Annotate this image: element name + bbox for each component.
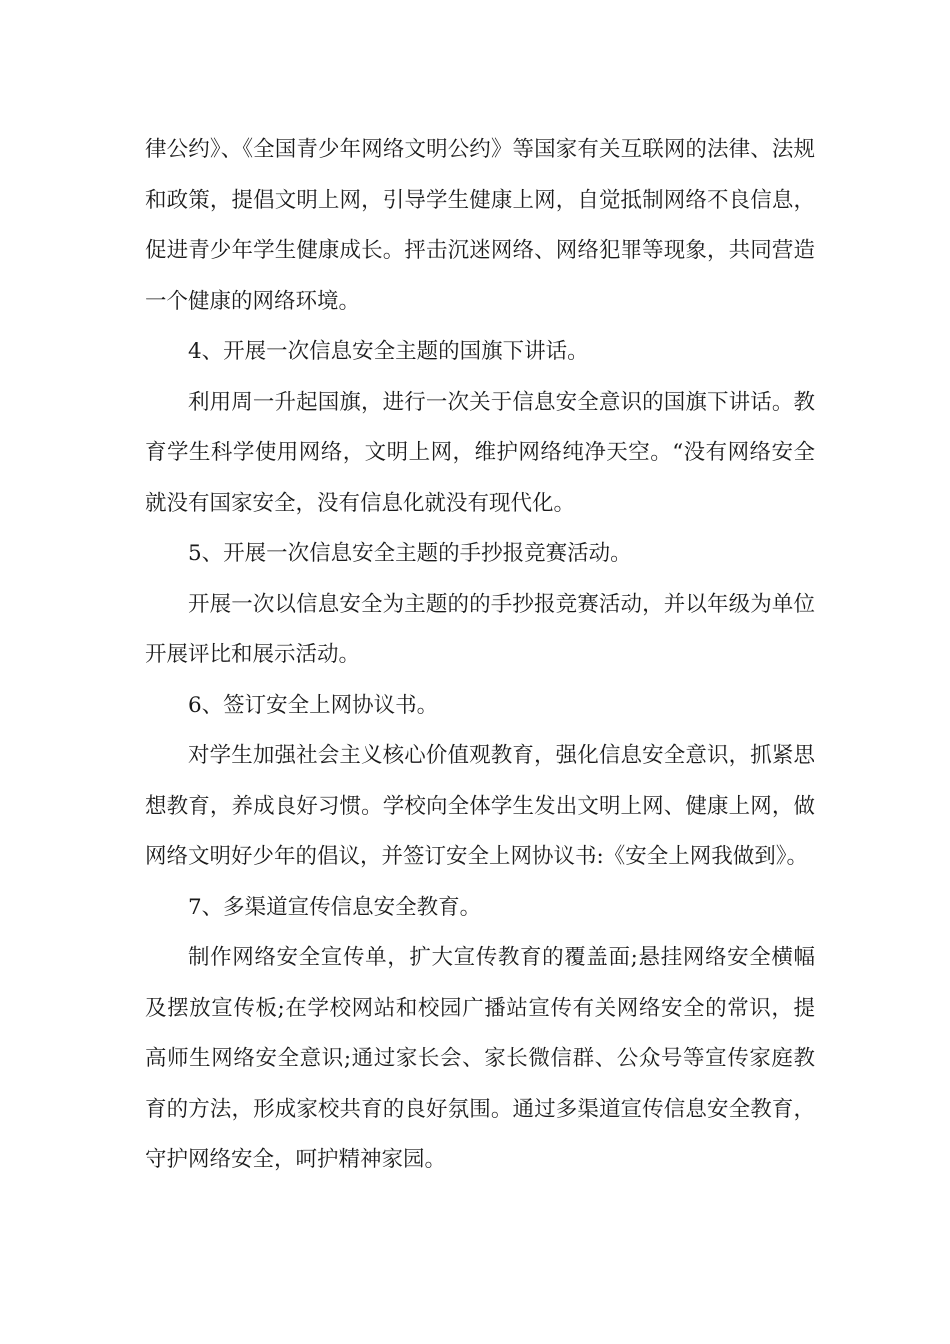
document-body [145, 125, 815, 1186]
heading-item-4: 4、开展一次信息安全主题的国旗下讲话。 [188, 339, 589, 364]
paragraph-item-6: 对学生加强社会主义核心价值观教育，强化信息安全意识，抓紧思想教育，养成良好习惯。学校向全体学生发出文明上网、健康上网，做网络文明好少年的倡议，并签订安全上网协议书:《安全上网我做到》。 [145, 743, 815, 869]
heading-item-6: 6、签订安全上网协议书。 [188, 692, 439, 718]
paragraph-continuation: 律公约》、《全国青少年网络文明公约》等国家有关互联网的法律、法规和政策，提倡文明上网，引导学生健康上网，自觉抵制网络不良信息，促进青少年学生健康成长。抨击沉迷网络、网络犯罪等现象，共同营造一个健康的网络环境。 [145, 137, 815, 314]
heading-item-5: 5、开展一次信息安全主题的手抄报竞赛活动。 [188, 541, 632, 566]
paragraph-item-4: 利用周一升起国旗，进行一次关于信息安全意识的国旗下讲话。教育学生科学使用网络，文明上网，维护网络纯净天空。“没有网络安全就没有国家安全，没有信息化就没有现代化。 [145, 389, 815, 516]
paragraph-item-5: 开展一次以信息安全为主题的的手抄报竞赛活动，并以年级为单位开展评比和展示活动。 [145, 591, 815, 667]
paragraph-item-7: 制作网络安全宣传单，扩大宣传教育的覆盖面;悬挂网络安全横幅及摆放宣传板;在学校网站和校园广播站宣传有关网络安全的常识，提高师生网络安全意识;通过家长会、家长微信群、公众号等宣传家庭教育的方法，形成家校共育的良好氛围。通过多渠道宣传信息安全教育，守护网络安全，呵护精神家园。 [145, 945, 815, 1172]
heading-item-7: 7、多渠道宣传信息安全教育。 [188, 894, 482, 920]
